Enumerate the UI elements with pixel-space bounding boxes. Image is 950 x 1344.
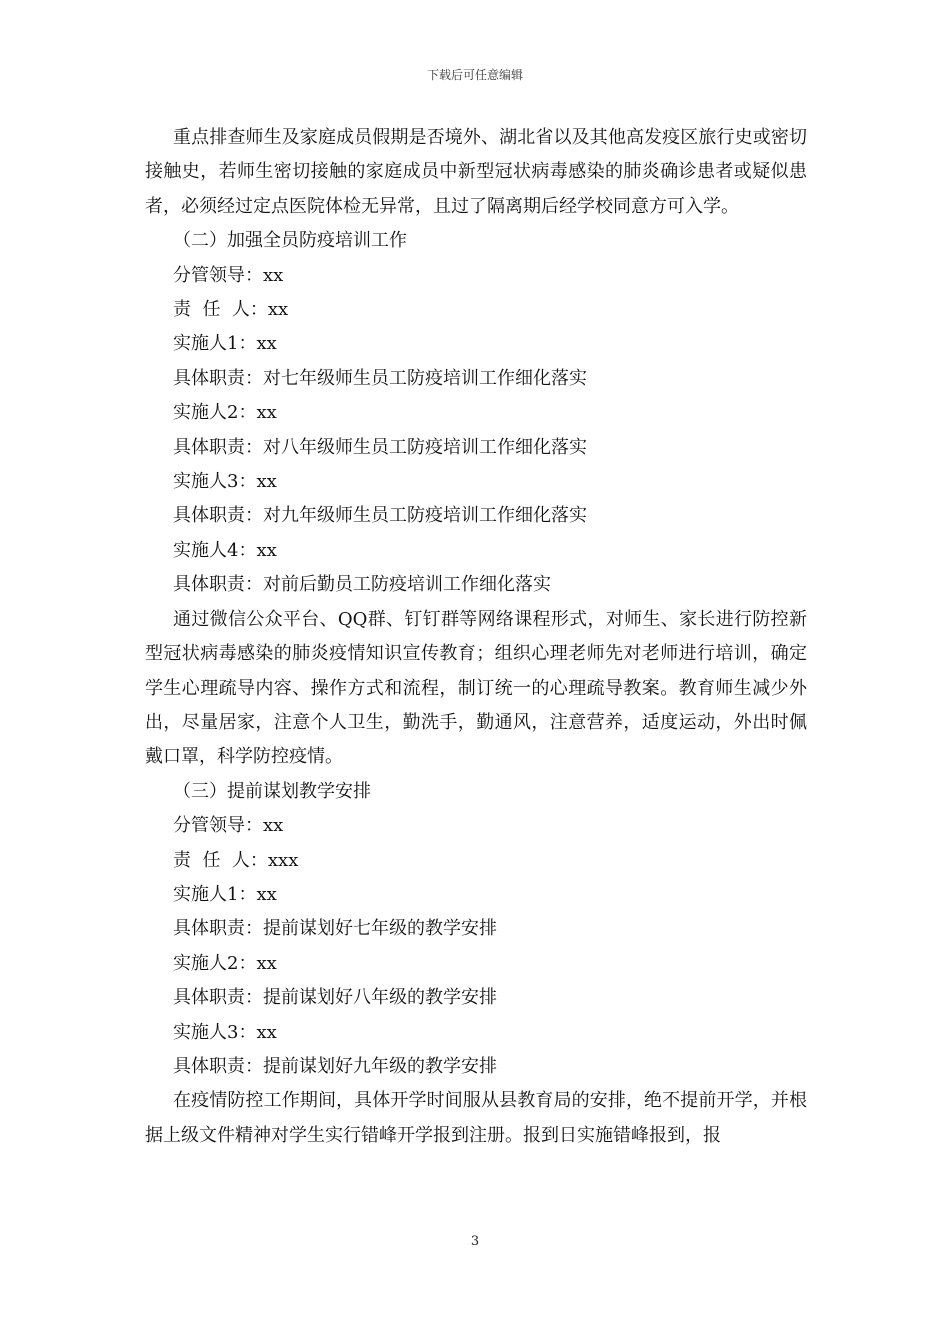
implementer-line: 实施人2：xx [173,402,277,424]
responsible-line: 责 任 人：xx [173,299,289,321]
document-body [145,121,807,1153]
supervisor-line: 分管领导：xx [173,264,284,286]
section-heading-training: （二）加强全员防疫培训工作 [173,230,407,252]
paragraph-education: 通过微信公众平台、QQ群、钉钉群等网络课程形式，对师生、家长进行防控新型冠状病毒感染的肺炎疫情知识宣传教育；组织心理老师先对老师进行培训，确定学生心理疏导内容、操作方式和流程，制订统一的心理疏导教案。教育师生减少外出，尽量居家，注意个人卫生，勤洗手，勤通风，注意营养，适度运动，外出时佩戴口罩，科学防控疫情。 [145,608,807,768]
duty-line: 具体职责：对八年级师生员工防疫培训工作细化落实 [173,436,587,458]
responsible-line: 责 任 人：xxx [173,849,299,871]
paragraph-screening: 重点排查师生及家庭成员假期是否境外、湖北省以及其他高发疫区旅行史或密切接触史，若师生密切接触的家庭成员中新型冠状病毒感染的肺炎确诊患者或疑似患者，必须经过定点医院体检无异常，且过了隔离期后经学校同意方可入学。 [145,127,807,217]
implementer-line: 实施人1：xx [173,883,277,905]
duty-line: 具体职责：提前谋划好七年级的教学安排 [173,918,497,940]
implementer-line: 实施人3：xx [173,471,277,493]
implementer-line: 实施人4：xx [173,539,277,561]
implementer-line: 实施人2：xx [173,952,277,974]
duty-line: 具体职责：提前谋划好九年级的教学安排 [173,1055,497,1077]
implementer-line: 实施人3：xx [173,1021,277,1043]
supervisor-line: 分管领导：xx [173,815,284,837]
implementer-line: 实施人1：xx [173,333,277,355]
page-header: 下载后可任意编辑 [426,68,523,82]
duty-line: 具体职责：对九年级师生员工防疫培训工作细化落实 [173,505,587,527]
duty-line: 具体职责：提前谋划好八年级的教学安排 [173,987,497,1009]
duty-line: 具体职责：对七年级师生员工防疫培训工作细化落实 [173,367,587,389]
section-heading-teaching: （三）提前谋划教学安排 [173,780,371,802]
paragraph-school-opening: 在疫情防控工作期间，具体开学时间服从县教育局的安排，绝不提前开学，并根据上级文件精神对学生实行错峰开学报到注册。报到日实施错峰报到，报 [145,1090,807,1146]
page-number: 3 [470,1234,480,1249]
duty-line: 具体职责：对前后勤员工防疫培训工作细化落实 [173,574,551,596]
